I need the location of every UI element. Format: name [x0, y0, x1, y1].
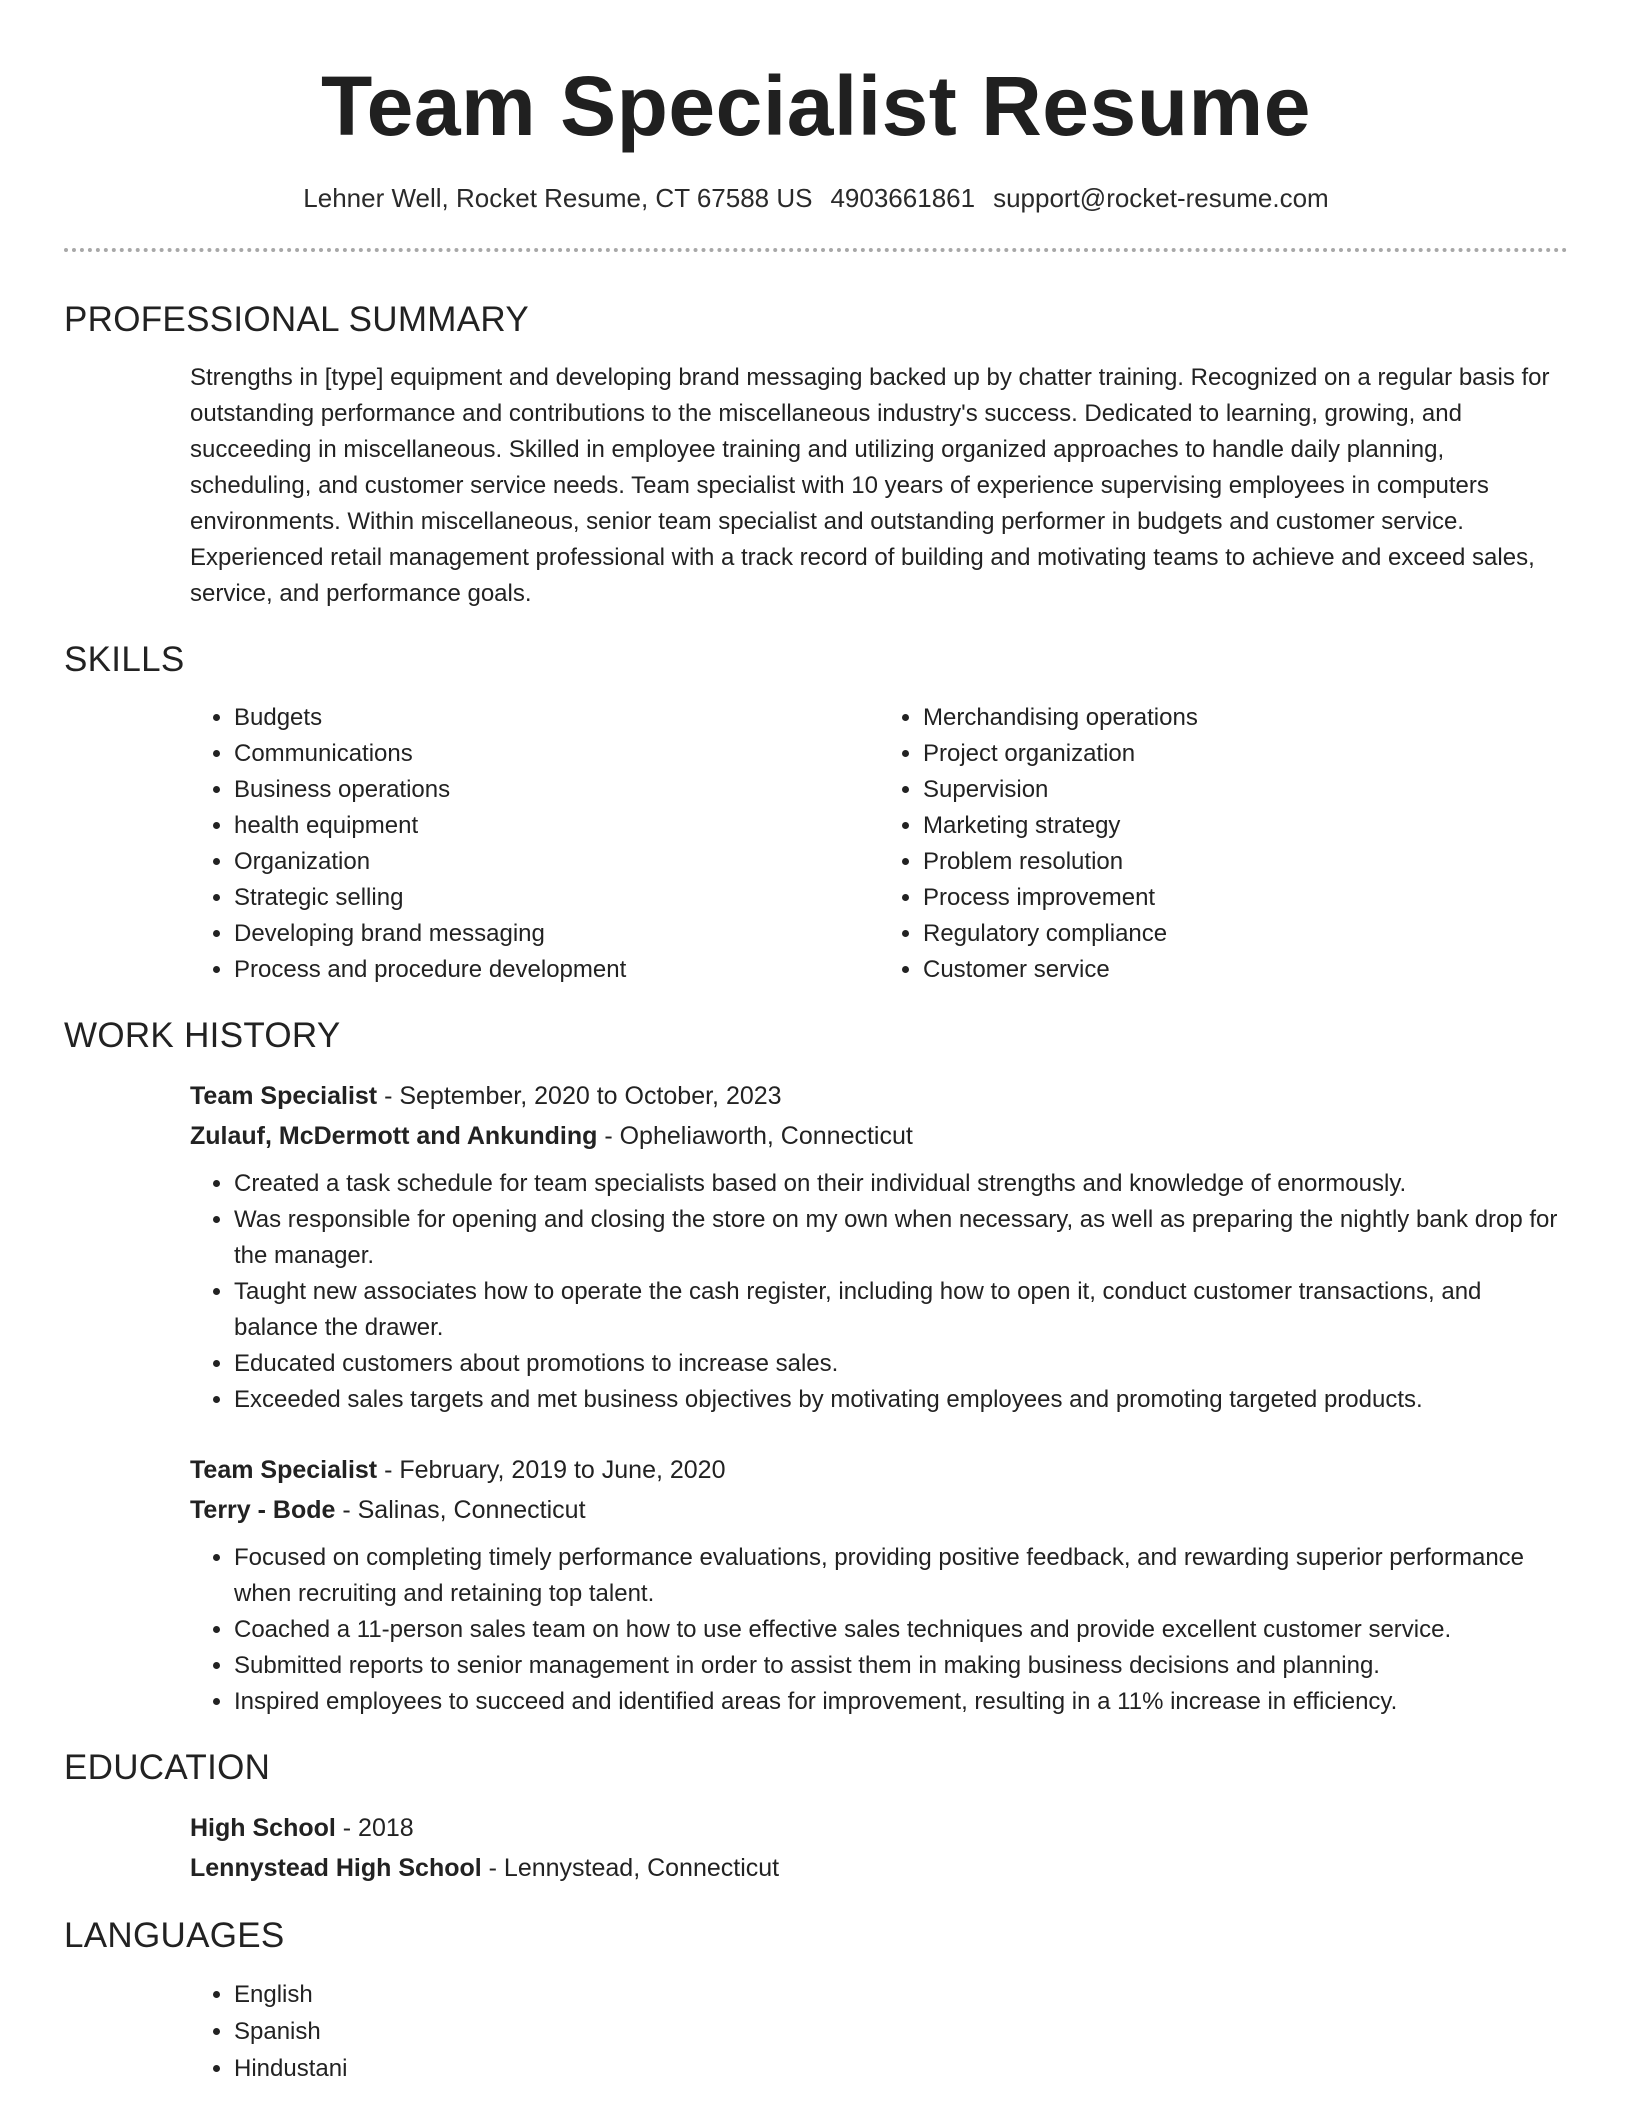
job-duty: • Exceeded sales targets and met business objectives by motivating employees and promoting targeted products.: [234, 1382, 1568, 1418]
job-role-line: [190, 1450, 1568, 1490]
education-school-line: [190, 1848, 1568, 1888]
skill-item: • health equipment: [234, 808, 879, 844]
contact-email[interactable]: support@rocket-resume.com: [993, 183, 1329, 213]
education-year: - 2018: [335, 1814, 414, 1842]
job-company: Zulauf, McDermott and Ankunding: [190, 1122, 598, 1150]
job-role: Team Specialist: [190, 1456, 378, 1484]
job-location: - Opheliaworth, Connecticut: [597, 1122, 913, 1150]
skill-item: • Regulatory compliance: [923, 916, 1568, 952]
skill-item: • Customer service: [923, 952, 1568, 988]
skill-item: • Communications: [234, 736, 879, 772]
job-duty: • Coached a 11-person sales team on how to use effective sales techniques and provide excellent customer service.: [234, 1612, 1568, 1648]
job-dates: - September, 2020 to October, 2023: [377, 1082, 782, 1110]
job-duty: • Submitted reports to senior management in order to assist them in making business decisions and planning.: [234, 1648, 1568, 1684]
languages-list: [190, 1976, 1568, 2087]
language-item: • Spanish: [234, 2013, 1568, 2050]
job-duty: • Educated customers about promotions to increase sales.: [234, 1346, 1568, 1382]
job-duties: [190, 1540, 1568, 1720]
skill-item: • Merchandising operations: [923, 700, 1568, 736]
education-degree: High School: [190, 1814, 336, 1842]
skill-item: • Budgets: [234, 700, 879, 736]
work-history-heading: WORK HISTORY: [64, 1016, 341, 1055]
job-dates: - February, 2019 to June, 2020: [377, 1456, 726, 1484]
skill-item: • Process improvement: [923, 880, 1568, 916]
job-duty: • Inspired employees to succeed and identified areas for improvement, resulting in a 11% increase in efficiency.: [234, 1684, 1568, 1720]
skill-item: • Business operations: [234, 772, 879, 808]
skills-heading: SKILLS: [64, 640, 185, 679]
job-entry: [190, 1450, 1568, 1720]
education-entry: [190, 1808, 1568, 1888]
resume-page: [64, 0, 1568, 2087]
languages-section: [190, 1976, 1568, 2087]
job-company-line: [190, 1116, 1568, 1156]
job-duty: • Created a task schedule for team specialists based on their individual strengths and knowledge of enormously.: [234, 1166, 1568, 1202]
education-degree-line: [190, 1808, 1568, 1848]
education-location: - Lennystead, Connecticut: [481, 1854, 780, 1882]
job-duty: • Was responsible for opening and closing the store on my own when necessary, as well as preparing the nightly bank drop for the manager.: [234, 1202, 1568, 1274]
summary-heading: PROFESSIONAL SUMMARY: [64, 300, 529, 339]
job-entry: [190, 1076, 1568, 1418]
job-role: Team Specialist: [190, 1082, 378, 1110]
skill-item: • Process and procedure development: [234, 952, 879, 988]
education-school: Lennystead High School: [190, 1854, 482, 1882]
job-role-line: [190, 1076, 1568, 1116]
skill-item: • Organization: [234, 844, 879, 880]
language-item: • Hindustani: [234, 2050, 1568, 2087]
job-duties: [190, 1166, 1568, 1418]
contact-line: [64, 180, 1568, 216]
contact-phone[interactable]: 4903661861: [830, 183, 976, 213]
skills-list: [190, 700, 1568, 988]
languages-heading: LANGUAGES: [64, 1916, 285, 1955]
skill-item: • Supervision: [923, 772, 1568, 808]
education-heading: EDUCATION: [64, 1748, 271, 1787]
skills-column-left: [190, 700, 879, 988]
job-duty: • Taught new associates how to operate the cash register, including how to open it, conduct customer transactions, and balance the drawer.: [234, 1274, 1568, 1346]
job-location: - Salinas, Connecticut: [335, 1496, 586, 1524]
header-divider: [64, 248, 1568, 252]
skills-column-right: [879, 700, 1568, 988]
skill-item: • Developing brand messaging: [234, 916, 879, 952]
language-item: • English: [234, 1976, 1568, 2013]
summary-text: Strengths in [type] equipment and developing brand messaging backed up by chatter training. Recognized on a regular basis for outstanding performance and contributions to the miscellaneous industry's success. Dedicated to learning, growing, and succeeding in miscellaneous. Skilled in employee training and utilizing organized approaches to handle daily planning, scheduling, and customer service needs. Team specialist with 10 years of experience supervising employees in computers environments. Within miscellaneous, senior team specialist and outstanding performer in budgets and customer service. Experienced retail management professional with a track record of building and motivating teams to achieve and exceed sales, service, and performance goals.: [190, 364, 1550, 607]
job-company: Terry - Bode: [190, 1496, 336, 1524]
skill-item: • Problem resolution: [923, 844, 1568, 880]
skill-item: • Strategic selling: [234, 880, 879, 916]
skill-item: • Project organization: [923, 736, 1568, 772]
contact-address: Lehner Well, Rocket Resume, CT 67588 US: [303, 183, 813, 213]
resume-title: Team Specialist Resume: [321, 59, 1311, 153]
job-company-line: [190, 1490, 1568, 1530]
skill-item: • Marketing strategy: [923, 808, 1568, 844]
job-duty: • Focused on completing timely performance evaluations, providing positive feedback, and rewarding superior performance when recruiting and retaining top talent.: [234, 1540, 1568, 1612]
